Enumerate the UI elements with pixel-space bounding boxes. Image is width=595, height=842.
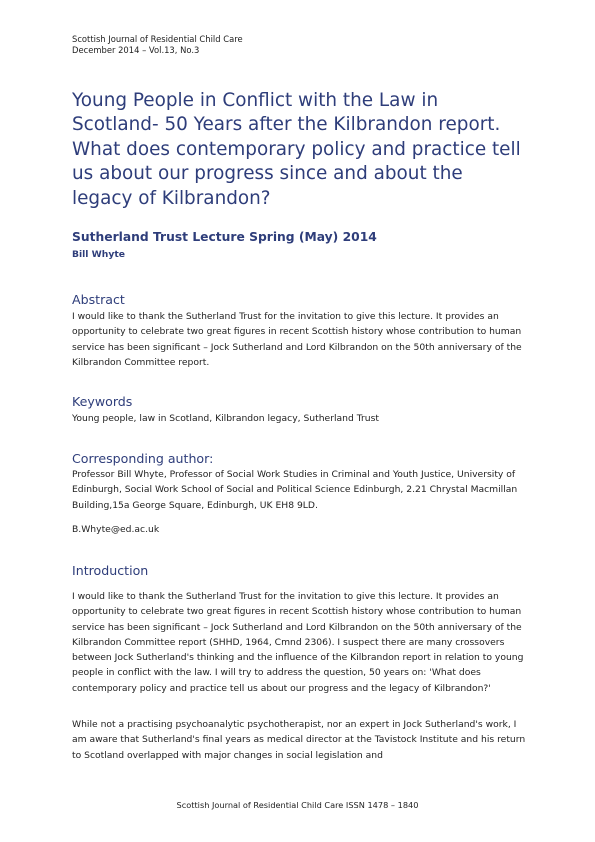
article-title: Young People in Conflict with the Law in Scotland- 50 Years after the Kilbrandon report. What does contemporary policy and practice tell us about our progress since and about the legacy of Kilbrandon?: [72, 90, 521, 209]
keywords-heading: Keywords: [72, 394, 133, 409]
author-email[interactable]: B.Whyte@ed.ac.uk: [72, 524, 160, 535]
journal-issue: December 2014 – Vol.13, No.3: [72, 45, 200, 55]
author-name: Bill Whyte: [72, 249, 125, 260]
keywords-text: Young people, law in Scotland, Kilbrandon legacy, Sutherland Trust: [72, 413, 379, 424]
abstract-text: I would like to thank the Sutherland Trust for the invitation to give this lecture. It provides an opportunity to celebrate two great figures in recent Scottish history whose contribution to human service has been significant – Jock Sutherland and Lord Kilbrandon on the 50th anniversary of the Kilbrandon Committee report.: [72, 311, 522, 368]
journal-name: Scottish Journal of Residential Child Care: [72, 34, 243, 44]
lecture-subtitle: Sutherland Trust Lecture Spring (May) 2014: [72, 230, 377, 244]
journal-header: [72, 34, 243, 56]
page-footer: Scottish Journal of Residential Child Care ISSN 1478 – 1840: [176, 800, 419, 810]
corresponding-author-text: Professor Bill Whyte, Professor of Social Work Studies in Criminal and Youth Justice, University of Edinburgh, Social Work School of Social and Political Science Edinburgh, 2.21 Chrystal Macmillan Building,15a George Square, Edinburgh, UK EH8 9LD.: [72, 469, 518, 511]
introduction-paragraph-1: I would like to thank the Sutherland Trust for the invitation to give this lecture. It provides an opportunity to celebrate two great figures in recent Scottish history whose contribution to human service has been significant – Jock Sutherland and Lord Kilbrandon on the 50th anniversary of the Kilbrandon Committee report (SHHD, 1964, Cmnd 2306). I suspect there are many crossovers between Jock Sutherland's thinking and the influence of the Kilbrandon report in relation to young people in conflict with the law. I will try to address the question, 50 years on: 'What does contemporary policy and practice tell us about our progress and the legacy of Kilbrandon?': [72, 591, 524, 694]
abstract-heading: Abstract: [72, 292, 125, 307]
corresponding-author-heading: Corresponding author:: [72, 451, 214, 466]
introduction-heading: Introduction: [72, 563, 149, 578]
introduction-paragraph-2: While not a practising psychoanalytic psychotherapist, nor an expert in Jock Sutherland's work, I am aware that Sutherland's final years as medical director at the Tavistock Institute and his return to Scotland overlapped with major changes in social legislation and: [72, 719, 526, 761]
